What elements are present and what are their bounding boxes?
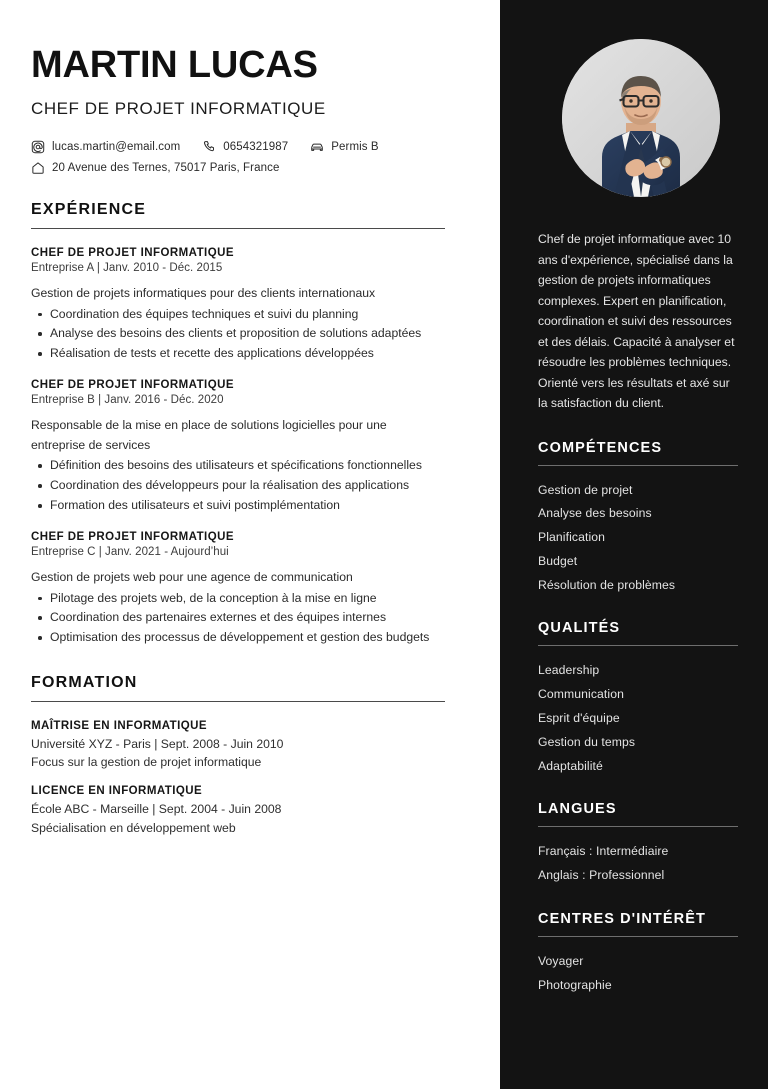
- section-formation: [31, 674, 466, 837]
- profile-summary: Chef de projet informatique avec 10 ans d'expérience, spécialisé dans la gestion de projets informatiques complexes. Expert en planification, coordination et suivi des ressources et des délais. Capacité à analyser et résoudre les problèmes techniques. Orienté vers les résultats et axé sur la satisfaction du client.: [538, 232, 735, 410]
- section-divider: [538, 826, 738, 827]
- formation-meta: Université XYZ - Paris | Sept. 2008 - Juin 2010: [31, 736, 284, 751]
- phone-icon: [202, 140, 216, 154]
- experience-bullets: [31, 456, 466, 515]
- experience-meta: Entreprise B | Janv. 2016 - Déc. 2020: [31, 393, 224, 406]
- list-item: Planification: [538, 530, 606, 545]
- list-item: Formation des utilisateurs et suivi postimplémentation: [31, 496, 446, 516]
- section-divider: [31, 228, 445, 229]
- list-item: Adaptabilité: [538, 758, 603, 773]
- contact-email-value: lucas.martin@email.com: [52, 140, 181, 153]
- experience-bullets: [31, 589, 466, 648]
- contact-license: [310, 140, 378, 154]
- list-item: Communication: [538, 687, 624, 702]
- contact-row-primary: [31, 140, 466, 154]
- section-interets: [538, 911, 738, 998]
- avatar: [562, 39, 720, 197]
- section-title-formation: FORMATION: [31, 673, 138, 691]
- list-item: Leadership: [538, 663, 600, 678]
- list-item: Gestion du temps: [538, 734, 636, 749]
- formation-entry: [31, 720, 466, 772]
- list-item: Voyager: [538, 953, 584, 968]
- section-competences: [538, 440, 738, 598]
- list-item: Résolution de problèmes: [538, 577, 676, 592]
- list-item: Analyse des besoins des clients et proposition de solutions adaptées: [31, 324, 446, 344]
- section-title-interets: CENTRES D'INTÉRÊT: [538, 910, 706, 927]
- section-divider: [538, 465, 738, 466]
- list-item: Optimisation des processus de développement et gestion des budgets: [31, 628, 446, 648]
- list-item: Coordination des équipes techniques et suivi du planning: [31, 305, 446, 325]
- interets-list: [538, 950, 738, 998]
- contact-phone[interactable]: [202, 140, 288, 154]
- contact-address-value: 20 Avenue des Ternes, 75017 Paris, France: [52, 161, 280, 174]
- formation-degree: MAÎTRISE EN INFORMATIQUE: [31, 719, 208, 732]
- section-qualites: [538, 620, 738, 778]
- section-divider: [31, 701, 445, 702]
- car-icon: [310, 140, 324, 154]
- experience-meta: Entreprise C | Janv. 2021 - Aujourd’hui: [31, 545, 229, 558]
- job-title: CHEF DE PROJET INFORMATIQUE: [31, 98, 326, 118]
- experience-description: Gestion de projets web pour une agence de communication: [31, 569, 353, 584]
- experience-description: Gestion de projets informatiques pour des clients internationaux: [31, 285, 376, 300]
- section-langues: [538, 801, 738, 888]
- experience-role: CHEF DE PROJET INFORMATIQUE: [31, 378, 234, 391]
- list-item: Définition des besoins des utilisateurs et spécifications fonctionnelles: [31, 456, 446, 476]
- section-title-langues: LANGUES: [538, 801, 617, 818]
- section-divider: [538, 645, 738, 646]
- section-experience: [31, 201, 466, 648]
- experience-description: Responsable de la mise en place de solutions logicielles pour une entreprise de services: [31, 417, 387, 452]
- list-item: Coordination des développeurs pour la réalisation des applications: [31, 476, 446, 496]
- home-icon: [31, 161, 45, 175]
- list-item: Photographie: [538, 977, 612, 992]
- list-item: Esprit d'équipe: [538, 710, 620, 725]
- formation-meta: École ABC - Marseille | Sept. 2004 - Juin 2008: [31, 802, 282, 817]
- experience-entry: [31, 379, 466, 516]
- list-item: Anglais : Professionnel: [538, 868, 665, 883]
- list-item: Réalisation de tests et recette des applications développées: [31, 344, 446, 364]
- formation-entry: [31, 785, 466, 837]
- experience-entry: [31, 531, 466, 648]
- experience-role: CHEF DE PROJET INFORMATIQUE: [31, 530, 234, 543]
- contact-block: [31, 140, 466, 175]
- section-title-qualites: QUALITÉS: [538, 620, 621, 637]
- qualites-list: [538, 659, 738, 778]
- section-divider: [538, 936, 738, 937]
- email-icon: [31, 140, 45, 154]
- competences-list: [538, 479, 738, 598]
- experience-entry: [31, 247, 466, 364]
- experience-bullets: [31, 305, 466, 364]
- contact-email[interactable]: [31, 140, 180, 154]
- profile-photo: [562, 39, 720, 197]
- contact-license-value: Permis B: [331, 140, 379, 153]
- contact-address: [31, 161, 279, 175]
- list-item: Coordination des partenaires externes et des équipes internes: [31, 608, 446, 628]
- section-title-competences: COMPÉTENCES: [538, 439, 663, 456]
- section-title-experience: EXPÉRIENCE: [31, 200, 147, 218]
- langues-list: [538, 840, 738, 888]
- list-item: Pilotage des projets web, de la conception à la mise en ligne: [31, 589, 446, 609]
- list-item: Gestion de projet: [538, 482, 633, 497]
- page-title: MARTIN LUCAS: [31, 44, 318, 86]
- list-item: Budget: [538, 553, 578, 568]
- experience-role: CHEF DE PROJET INFORMATIQUE: [31, 246, 234, 259]
- contact-row-address: [31, 161, 466, 175]
- list-item: Analyse des besoins: [538, 506, 652, 521]
- formation-degree: LICENCE EN INFORMATIQUE: [31, 785, 203, 798]
- contact-phone-value: 0654321987: [223, 140, 289, 153]
- list-item: Français : Intermédiaire: [538, 844, 669, 859]
- formation-note: Focus sur la gestion de projet informatique: [31, 755, 262, 770]
- sidebar: [500, 0, 768, 1089]
- experience-meta: Entreprise A | Janv. 2010 - Déc. 2015: [31, 261, 223, 274]
- formation-note: Spécialisation en développement web: [31, 820, 236, 835]
